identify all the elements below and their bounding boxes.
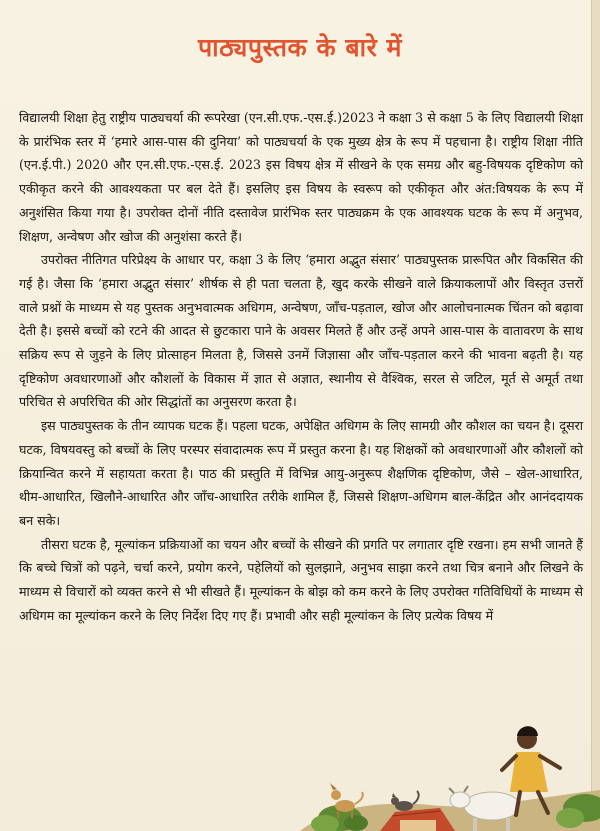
cat-icon xyxy=(391,791,419,811)
paragraph-3: इस पाठ्यपुस्तक के तीन व्यापक घटक हैं। पहला घटक, अपेक्षित अधिगम के लिए सामग्री और कौशल का चयन है। दूसरा घटक, विषयवस्तु को बच्चों के लिए परस्पर संवादात्मक रूप में प्रस्तुत करना है। यह शिक्षकों को अवधारणाओं और कौशलों को क्रियान्वित करने में सहायता करता है। पाठ की प्रस्तुति में विभिन्न आयु-अनुरूप शैक्षणिक दृष्टिकोण, जैसे – खेल-आधारित, थीम-आधारित, खिलौने-आधारित और जाँच-आधारित तरीके शामिल हैं, जिससे शिक्षण-अधिगम बाल-केंद्रित और आनंददायक बन सके। xyxy=(19,418,583,528)
ground-shape xyxy=(300,790,600,831)
hut-icon xyxy=(380,808,455,831)
page-title: पाठ्यपुस्तक के बारे में xyxy=(197,33,402,62)
page-edge xyxy=(591,0,600,831)
paragraph-1: विद्यालयी शिक्षा हेतु राष्ट्रीय पाठ्यचर्या की रूपरेखा (एन.सी.एफ.-एस.ई.)2023 ने कक्षा 3 से कक्षा 5 के लिए विद्यालयी शिक्षा के प्रारंभिक स्तर में ‘हमारे आस-पास की दुनिया’ को पाठ्यचर्या के एक मुख्य क्षेत्र के रूप में पहचाना है। राष्ट्रीय शिक्षा नीति (एन.ई.पी.) 2020 और एन.सी.एफ.-एस.ई. 2023 इस विषय क्षेत्र में सीखने के एक समग्र और बहु-विषयक दृष्टिकोण को एकीकृत करने की आवश्यकता पर बल देते हैं। इसलिए इस विषय के स्वरूप को एकीकृत और अंत:विषयक के रूप में अनुशंसित किया गया है। उपरोक्त दोनों नीति दस्तावेज प्रारंभिक स्तर पाठ्यक्रम के एक आवश्यक घटक के रूप में अनुभव, शिक्षण, अन्वेषण और खोज की अनुशंसा करते हैं। xyxy=(19,110,583,244)
child-icon xyxy=(502,726,560,815)
cow-icon xyxy=(449,786,520,831)
paragraph-2: उपरोक्त नीतिगत परिप्रेक्ष्य के आधार पर, कक्षा 3 के लिए ‘हमारा अद्भुत संसार’ पाठ्यपुस्तक प्रारूपित और विकसित की गई है। जैसा कि ‘हमारा अद्भुत संसार’ शीर्षक से ही पता चलता है, खुद करके सीखने वाले क्रियाकलापों और विस्तृत उत्तरों वाले प्रश्नों के माध्यम से यह पुस्तक अनुभवात्मक अधिगम, अन्वेषण, जाँच-पड़ताल, खोज और आलोचनात्मक चिंतन को बढ़ावा देती है। इससे बच्चों को रटने की आदत से छुटकारा पाने के अवसर मिलते हैं और उन्हें अपने आस-पास के वातावरण के साथ सक्रिय रूप से जुड़ने के लिए प्रोत्साहन मिलता है, जिससे उनमें जिज्ञासा और जाँच-पड़ताल करने की भावना बढ़ती है। यह दृष्टिकोण अवधारणाओं और कौशलों के विकास में ज्ञात से अज्ञात, स्थानीय से वैश्विक, सरल से जटिल, मूर्त से अमूर्त तथा परिचित से अपरिचित की ओर सिद्धांतों का अनुसरण करता है। xyxy=(19,252,583,410)
bush-left xyxy=(311,805,368,831)
dog-icon xyxy=(330,783,363,818)
paragraph-4: तीसरा घटक है, मूल्यांकन प्रक्रियाओं का चयन और बच्चों के सीखने की प्रगति पर लगातार दृष्टि रखना। हम सभी जानते हैं कि बच्चे चित्रों को पढ़ने, चर्चा करने, प्रयोग करने, पहेलियों को सुलझाने, अनुभव साझा करने तथा चित्र बनाने और लिखने के माध्यम से विचारों को व्यक्त करने से भी सीखते हैं। मूल्यांकन के बोझ को कम करने के लिए उपरोक्त गतिविधियों के माध्यम से अधिगम का मूल्यांकन करने के लिए निर्देश दिए गए हैं। प्रभावी और सही मूल्यांकन के लिए प्रत्येक विषय में xyxy=(19,536,583,623)
body-text xyxy=(19,106,583,627)
